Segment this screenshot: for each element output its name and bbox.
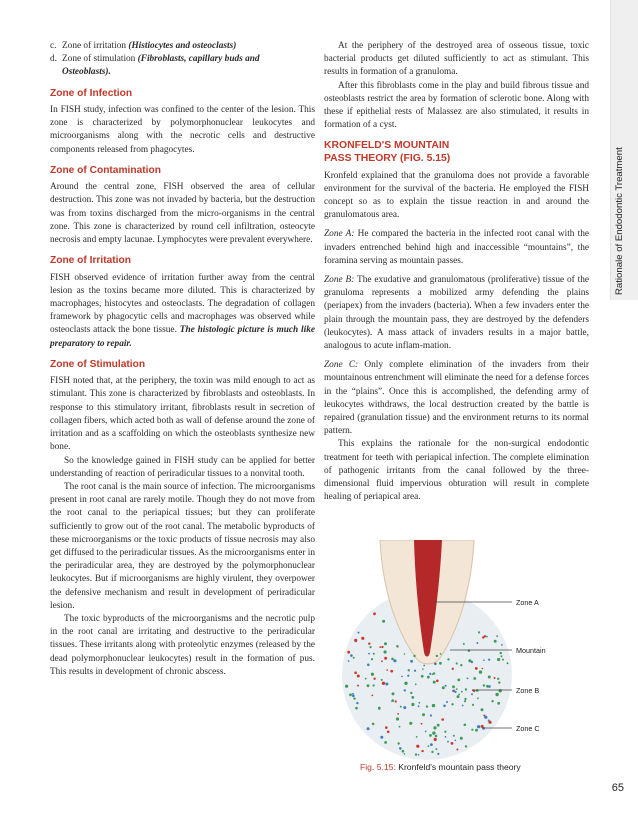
- cell-dot: [494, 640, 497, 643]
- paragraph-periphery: At the periphery of the destroyed area of osseous tissue, toxic bacterial products get diluted sufficiently to act as stimulant. This results in formation of a granuloma.: [324, 41, 589, 78]
- cell-dot: [395, 700, 397, 702]
- cell-dot: [408, 669, 410, 671]
- paragraph-zone-b: [324, 274, 589, 353]
- cell-dot: [454, 691, 456, 693]
- zone-c-text: Only complete elimination of the invaders from their mountainous entrenchment will eliminate the need for a defense forces in the “plains”. Once this is accomplished, the defending army of leukocytes withdraws, the local destruction created by the battle is repaired (granulation tissue) and the environment returns to its normal pattern.: [324, 360, 589, 437]
- cell-dot: [464, 700, 466, 702]
- cell-dot: [422, 668, 424, 670]
- cell-dot: [371, 658, 373, 660]
- cell-dot: [479, 670, 482, 673]
- cell-dot: [421, 723, 423, 725]
- cell-dot: [476, 642, 478, 644]
- cell-dot: [465, 688, 467, 690]
- heading-line-1: KRONFELD'S MOUNTAIN: [324, 140, 450, 152]
- paragraph-stimulation-2: So the knowledge gained in FISH study can be applied for better understanding of reaction of periradicular tissues to a nonvital tooth.: [50, 455, 315, 479]
- cell-dot: [392, 699, 395, 702]
- cell-dot: [361, 637, 364, 640]
- cell-dot: [373, 653, 375, 655]
- cell-dot: [373, 612, 376, 615]
- cell-dot: [355, 707, 358, 710]
- cell-dot: [384, 642, 387, 645]
- cell-dot: [464, 698, 466, 700]
- cell-dot: [488, 721, 491, 724]
- cell-dot: [447, 658, 449, 660]
- cell-dot: [473, 677, 476, 680]
- cell-dot: [365, 678, 367, 680]
- cell-dot: [410, 660, 413, 663]
- cell-dot: [456, 749, 458, 751]
- paragraph-stimulation-1: FISH noted that, at the periphery, the toxin was mild enough to act as stimulant. This zone is characterized by fibroblasts and osteoblasts. In response to this stimulatory irritant, fibroblasts result in secretion of collagen fibers, which acted both as wall of defense around the zone of irritation and as a scaffolding on which the osteoblasts synthesize new bone.: [50, 376, 315, 453]
- cell-dot: [481, 708, 484, 711]
- cell-dot: [382, 682, 385, 685]
- cell-dot: [457, 695, 460, 698]
- cell-dot: [415, 683, 417, 685]
- cell-dot: [403, 706, 406, 709]
- cell-dot: [348, 660, 350, 662]
- cell-dot: [497, 678, 499, 680]
- cell-dot: [453, 735, 455, 737]
- irritation-text: FISH observed evidence of irritation further away from the central lesion as the toxins became more diluted. This is characterized by macrophages, histocytes and osteoclasts. The degradation of collagen framework by phagocytic cells and macrophages was observed while osteoclasts attack the bone tissue.: [50, 272, 315, 336]
- list-number: d.: [50, 54, 57, 65]
- cell-dot: [456, 662, 458, 664]
- cell-dot: [453, 689, 455, 691]
- list-emphasis-continued: Osteoblasts).: [62, 67, 111, 78]
- cell-dot: [500, 655, 502, 657]
- cell-dot: [483, 659, 485, 661]
- cell-dot: [434, 738, 437, 741]
- paragraph-contamination: Around the central zone, FISH observed the area of cellular destruction. This zone was not invaded by bacteria, but the destruction was from toxins discharged from the micro-organisms in the central zone. This zone is characterized by round cell infiltration, osteocyte necrosis and empty lacunae. Lymphocytes were prevalent everywhere.: [50, 182, 315, 246]
- cell-dot: [418, 702, 420, 704]
- zone-b-label: Zone B:: [324, 275, 355, 286]
- heading-zone-contamination: Zone of Contamination: [50, 164, 161, 176]
- cell-dot: [462, 705, 464, 707]
- cell-dot: [502, 659, 504, 661]
- cell-dot: [452, 685, 455, 688]
- cell-dot: [457, 679, 460, 682]
- cell-dot: [411, 696, 414, 699]
- cell-dot: [482, 668, 484, 670]
- cell-dot: [368, 643, 370, 645]
- cell-dot: [384, 657, 387, 660]
- cell-dot: [404, 689, 406, 691]
- cell-dot: [496, 635, 498, 637]
- heading-zone-infection: Zone of Infection: [50, 87, 133, 99]
- cell-dot: [421, 675, 424, 678]
- caption-text: Kronfeld's mountain pass theory: [395, 762, 521, 772]
- cell-dot: [379, 646, 381, 648]
- list-text: Zone of irritation: [62, 41, 129, 51]
- cell-dot: [393, 659, 396, 662]
- list-item: [50, 40, 315, 53]
- cell-dot: [353, 697, 355, 699]
- cell-dot: [416, 736, 418, 738]
- mountain-pass-figure: [322, 540, 597, 765]
- cell-dot: [476, 689, 479, 692]
- list-emphasis: (Histiocytes and osteoclasts): [128, 41, 237, 51]
- chapter-title: Rationale of Endodontic Treatment: [614, 147, 625, 295]
- cell-dot: [458, 694, 460, 696]
- cell-dot: [447, 741, 449, 743]
- paragraph-infection: In FISH study, infection was confined to the center of the lesion. This zone is characterized by polymorphonuclear leukocytes and microorganisms along with the necrotic cells and destructive components released from phagocytes.: [50, 105, 315, 155]
- paragraph-kronfeld-intro: Kronfeld explained that the granuloma does not provide a favorable environment for the survival of the bacteria. He employed the FISH concept so as to explain the tissue reaction in and around the granulomatous area.: [324, 170, 589, 221]
- cell-dot: [369, 646, 371, 648]
- cell-dot: [356, 702, 358, 704]
- cell-dot: [353, 657, 355, 659]
- cell-dot: [481, 725, 484, 728]
- cell-dot: [367, 664, 370, 667]
- list-emphasis: (Fibroblasts, capillary buds and: [137, 54, 260, 65]
- cell-dot: [456, 688, 458, 690]
- cell-dot: [401, 676, 403, 678]
- cell-dot: [500, 652, 502, 654]
- cell-dot: [426, 705, 428, 707]
- cell-dot: [497, 702, 500, 705]
- cell-dot: [354, 671, 357, 674]
- cell-dot: [436, 680, 439, 683]
- cell-dot: [381, 660, 383, 662]
- cell-dot: [432, 704, 435, 707]
- paragraph-zone-c: [324, 359, 589, 438]
- cell-dot: [345, 685, 348, 688]
- cell-dot: [486, 636, 488, 638]
- cell-dot: [433, 681, 436, 684]
- cell-dot: [497, 658, 500, 661]
- cell-dot: [488, 659, 490, 661]
- cell-dot: [372, 723, 374, 725]
- cell-dot: [385, 726, 388, 729]
- list-text: Zone of stimulation: [62, 54, 138, 65]
- cell-dot: [445, 736, 447, 738]
- cell-dot: [446, 701, 448, 703]
- cell-dot: [443, 705, 446, 708]
- cell-dot: [418, 705, 420, 707]
- zone-c-label: Zone C:: [324, 360, 359, 371]
- label-zone-b: Zone B: [516, 686, 540, 695]
- cell-dot: [460, 664, 462, 666]
- cell-dot: [354, 639, 357, 642]
- cell-dot: [421, 750, 423, 752]
- cell-dot: [397, 713, 399, 715]
- cell-dot: [433, 726, 436, 729]
- cell-dot: [475, 729, 478, 732]
- cell-dot: [491, 700, 493, 702]
- cell-dot: [432, 731, 435, 734]
- cell-dot: [352, 693, 354, 695]
- cell-dot: [452, 668, 454, 670]
- cell-dot: [411, 703, 414, 706]
- cell-dot: [407, 675, 409, 677]
- cell-dot: [398, 742, 400, 744]
- cell-dot: [384, 650, 387, 653]
- cell-dot: [483, 684, 485, 686]
- heading-zone-stimulation: Zone of Stimulation: [50, 358, 146, 370]
- cell-dot: [384, 741, 387, 744]
- page-number: 65: [611, 782, 624, 794]
- cell-dot: [350, 654, 353, 657]
- cell-dot: [484, 635, 486, 637]
- cell-dot: [429, 734, 432, 737]
- cell-dot: [381, 646, 383, 648]
- cell-dot: [486, 685, 489, 688]
- cell-dot: [404, 682, 407, 685]
- cell-dot: [404, 653, 406, 655]
- cell-dot: [357, 675, 360, 678]
- paragraph-stimulation-3: The root canal is the main source of infection. The microorganisms present in root canal are rarely motile. Though they do not move from the root canal to the periapical tissues; but they can proliferate sufficiently to grow out of the root canal. The metabolic byproducts of these microorganisms or the toxic products of tissue necrosis may also get diffused to the periradicular tissues. As the microorganisms enter in the periradicular area, they are destroyed by the polymorphonuclear leukocytes. But if microorganisms are highly virulent, they overpower the defensive mechanism and result in development of periradicular lesion.: [50, 481, 315, 611]
- cell-dot: [435, 748, 437, 750]
- cell-dot: [380, 736, 383, 739]
- cell-dot: [373, 678, 375, 680]
- cell-dot: [429, 673, 431, 675]
- cell-dot: [425, 731, 427, 733]
- heading-kronfeld-theory: [324, 140, 589, 165]
- cell-dot: [400, 706, 402, 708]
- chapter-sidebar: [610, 0, 638, 300]
- cell-dot: [444, 731, 446, 733]
- cell-dot: [414, 670, 416, 672]
- cell-dot: [399, 747, 402, 750]
- cell-dot: [475, 667, 478, 670]
- cell-dot: [399, 726, 401, 728]
- cell-dot: [396, 717, 399, 720]
- right-column: [324, 40, 589, 504]
- cell-dot: [477, 725, 480, 728]
- cell-dot: [402, 750, 405, 753]
- cell-dot: [478, 631, 480, 633]
- cell-dot: [381, 679, 383, 681]
- cell-dot: [439, 662, 442, 665]
- paragraph-stimulation-4: The toxic byproducts of the microorganisms and the necrotic pulp in the root canal are irritating and destructive to the periradicular tissues. These irritants along with proteolytic enzymes (released by the dead polymorphonuclear leukocytes) result in the formation of pus. This results in development of chronic abscess.: [50, 613, 315, 677]
- cell-dot: [464, 724, 467, 727]
- cell-dot: [477, 697, 479, 699]
- cell-dot: [455, 740, 457, 742]
- cell-dot: [352, 695, 355, 698]
- cell-dot: [410, 692, 412, 694]
- cell-dot: [385, 683, 388, 686]
- cell-dot: [409, 722, 412, 725]
- irritation-emphasis: The histologic picture is much like preparatory to repair.: [50, 325, 315, 349]
- cell-dot: [460, 737, 463, 740]
- cell-dot: [390, 670, 393, 673]
- cell-dot: [373, 684, 375, 686]
- cell-dot: [422, 713, 425, 716]
- paragraph-fibroblasts: After this fibroblasts come in the play and build fibrous tissue and osteoblasts restrict the area by formation of sclerotic bone. Along with these if epithelial rests of Malassez are also stimulated, it results in formation of a cyst.: [324, 80, 589, 131]
- paragraph-zone-a: [324, 228, 589, 268]
- cell-dot: [441, 718, 444, 721]
- cell-dot: [484, 716, 487, 719]
- cell-dot: [435, 735, 438, 738]
- list-item: [50, 53, 315, 79]
- cell-dot: [471, 693, 473, 695]
- cell-dot: [442, 686, 445, 689]
- cell-dot: [368, 653, 370, 655]
- caption-label: Fig. 5.15:: [360, 762, 396, 772]
- cell-dot: [501, 644, 503, 646]
- cell-dot: [349, 693, 352, 696]
- cell-dot: [495, 693, 498, 696]
- cell-dot: [386, 669, 388, 671]
- cell-dot: [367, 727, 370, 730]
- cell-dot: [461, 691, 463, 693]
- cell-dot: [371, 673, 374, 676]
- cell-dot: [431, 751, 433, 753]
- cell-dot: [416, 745, 419, 748]
- cell-dot: [428, 745, 430, 747]
- cell-dot: [499, 689, 502, 692]
- heading-zone-irritation: Zone of Irritation: [50, 255, 131, 267]
- cell-dot: [433, 672, 435, 674]
- cell-dot: [396, 645, 398, 647]
- cell-dot: [392, 692, 395, 695]
- cell-dot: [387, 731, 390, 734]
- label-zone-a: Zone A: [516, 598, 539, 607]
- cell-dot: [488, 676, 491, 679]
- cell-dot: [418, 754, 420, 756]
- cell-dot: [378, 707, 381, 710]
- zone-a-label: Zone A:: [324, 229, 355, 240]
- cell-dot: [430, 743, 433, 746]
- cell-dot: [494, 677, 496, 679]
- cell-dot: [451, 742, 454, 745]
- cell-dot: [382, 620, 385, 623]
- cell-dot: [415, 753, 417, 755]
- cell-dot: [467, 678, 469, 680]
- list-number: c.: [50, 41, 57, 51]
- label-zone-c: Zone C: [516, 724, 540, 733]
- figure-caption: [360, 762, 521, 772]
- paragraph-rationale: This explains the rationale for the non-surgical endodontic treatment for teeth with periapical infection. The complete elimination of pathogenic irritants from the canal followed by the three-dimensional fluid impervious obturation will result in complete healing of periapical area.: [324, 439, 589, 503]
- heading-line-2: PASS THEORY (FIG. 5.15): [324, 153, 451, 165]
- cell-dot: [468, 659, 471, 662]
- cell-dot: [451, 703, 453, 705]
- cell-dot: [472, 704, 474, 706]
- paragraph-irritation: [50, 272, 315, 351]
- zone-a-text: He compared the bacteria in the infected root canal with the invaders entrenched behind high and inaccessible “mountains”, the foramina serving as mountain passes.: [324, 229, 589, 266]
- cell-dot: [435, 663, 437, 665]
- cell-dot: [436, 655, 438, 657]
- cell-dot: [427, 676, 430, 679]
- label-mountain: Mountain: [516, 646, 546, 655]
- cell-dot: [367, 684, 370, 687]
- cell-dot: [440, 653, 442, 655]
- cell-dot: [347, 651, 350, 654]
- cell-dot: [391, 658, 394, 661]
- cell-dot: [357, 685, 359, 687]
- cell-dot: [404, 753, 406, 755]
- cell-dot: [413, 655, 415, 657]
- cell-dot: [471, 729, 473, 731]
- cell-dot: [437, 753, 439, 755]
- cell-dot: [430, 714, 432, 716]
- zone-b-text: The exudative and granulomatous (proliferative) tissue of the granuloma represents a mobilized army defending the plains (periapex) from the invaders (bacteria). When a few invaders enter the plain through the mountain pass, they are destroyed by the defenders (leukocytes). A mass attack of invaders results in a major battle, analogous to acute inflam-mation.: [324, 275, 589, 352]
- cell-dot: [465, 745, 467, 747]
- cell-dot: [507, 662, 509, 664]
- cell-dot: [498, 681, 500, 683]
- cell-dot: [437, 724, 440, 727]
- cell-dot: [489, 685, 491, 687]
- cell-dot: [463, 643, 465, 645]
- left-column: [50, 40, 315, 679]
- cell-dot: [445, 685, 447, 687]
- cell-dot: [358, 632, 360, 634]
- cell-dot: [423, 665, 425, 667]
- cell-dot: [371, 695, 373, 697]
